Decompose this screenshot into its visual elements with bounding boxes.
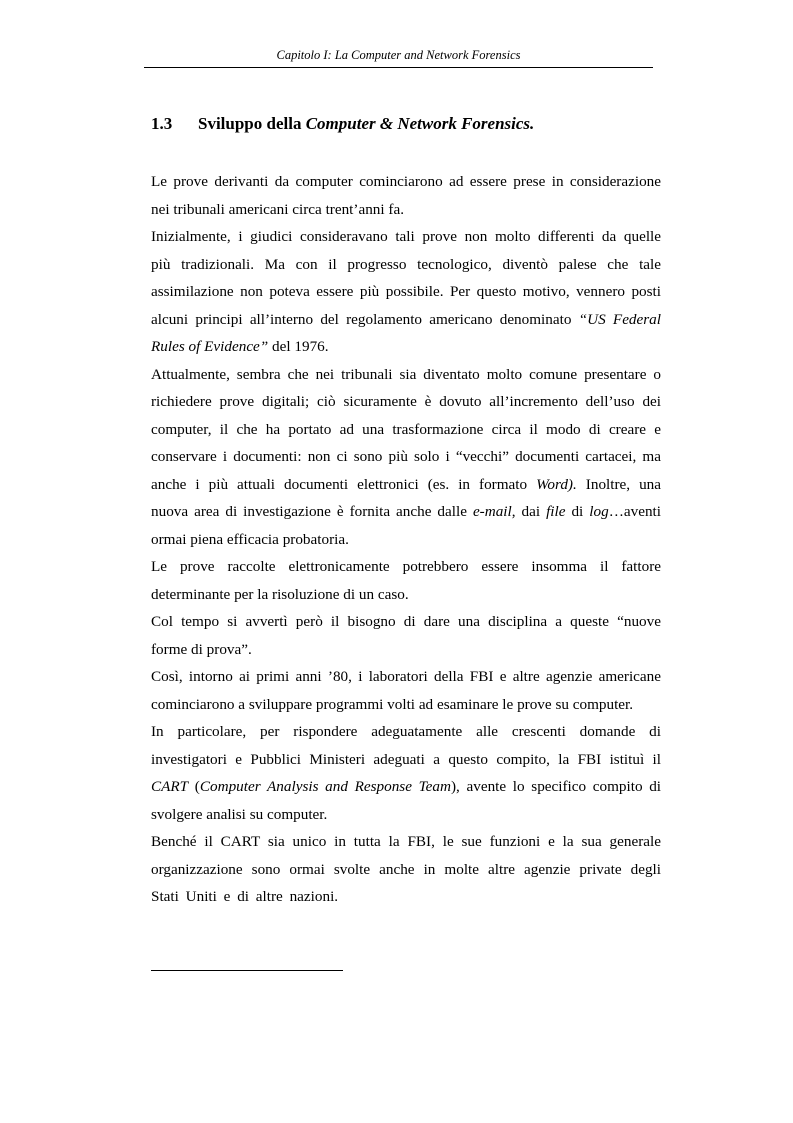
paragraph-1 xyxy=(151,168,661,223)
text-line: ormai piena efficacia probatoria. xyxy=(151,530,349,548)
section-heading xyxy=(151,114,534,134)
text-line: conservare i documenti: non ci sono più solo i “vecchi” documenti cartacei, ma xyxy=(151,448,661,465)
text-line: più tradizionali. Ma con il progresso tecnologico, diventò palese che tale xyxy=(151,255,661,273)
section-number: 1.3 xyxy=(151,114,173,133)
text-line: assimilazione non poteva essere più possibile. Per questo motivo, vennero posti xyxy=(151,283,661,300)
text-line xyxy=(151,498,661,526)
header-rule xyxy=(144,67,653,68)
text-run-italic: e-mail xyxy=(472,503,512,520)
text-line: Stati Uniti e di altre nazioni. xyxy=(151,888,339,905)
text-line xyxy=(151,773,661,801)
text-line: Col tempo si avvertì però il bisogno di dare una disciplina a queste “nuove xyxy=(151,613,661,630)
text-line: Benché il CART sia unico in tutta la FBI, le sue funzioni e la sua generale xyxy=(151,833,661,850)
text-line: cominciarono a sviluppare programmi volti ad esaminare le prove su computer. xyxy=(151,695,634,713)
text-line xyxy=(151,333,661,361)
text-run-italic: CART xyxy=(151,778,189,795)
text-line xyxy=(151,471,661,499)
paragraph-7 xyxy=(151,718,661,828)
text-line: svolgere analisi su computer. xyxy=(151,805,328,823)
paragraph-6 xyxy=(151,663,661,718)
text-run-italic: file xyxy=(546,503,566,520)
paragraph-3 xyxy=(151,361,661,554)
text-line: Inizialmente, i giudici consideravano tali prove non molto differenti da quelle xyxy=(151,228,661,245)
text-run: ), avente lo specifico compito di xyxy=(450,778,662,795)
paragraph-4 xyxy=(151,553,661,608)
text-run: del 1976. xyxy=(268,338,329,355)
text-run-italic: Computer Analysis and Response Team xyxy=(199,778,451,795)
text-run: alcuni principi all’interno del regolamento americano denominato xyxy=(151,310,579,328)
text-line: richiedere prove digitali; ciò sicuramente è dovuto all’incremento dell’uso dei xyxy=(151,393,661,410)
text-run: …aventi xyxy=(608,503,661,520)
text-line: Così, intorno ai primi anni ’80, i laboratori della FBI e altre agenzie americane xyxy=(151,668,661,685)
text-run-italic: “US Federal xyxy=(578,310,661,328)
text-run-italic: Rules of Evidence” xyxy=(151,338,269,355)
text-run: nuova area di investigazione è fornita anche dalle xyxy=(151,503,473,520)
text-line: computer, il che ha portato ad una trasformazione circa il modo di creare e xyxy=(151,420,661,438)
running-header: Capitolo I: La Computer and Network Forensics xyxy=(276,48,521,62)
text-line: organizzazione sono ormai svolte anche in molte altre agenzie private degli xyxy=(151,860,661,878)
text-line: In particolare, per rispondere adeguatamente alle crescenti domande di xyxy=(151,723,661,740)
text-run: ( xyxy=(188,778,200,795)
text-run-italic: log xyxy=(589,503,609,520)
text-line xyxy=(151,306,661,334)
text-line: Attualmente, sembra che nei tribunali sia diventato molto comune presentare o xyxy=(151,365,661,383)
text-line: investigatori e Pubblici Ministeri adeguati a questo compito, la FBI istituì il xyxy=(151,750,661,768)
text-run-italic: Word). xyxy=(536,475,577,493)
paragraph-2 xyxy=(151,223,661,361)
paragraph-8 xyxy=(151,828,661,911)
section-title-italic: Computer & Network Forensics. xyxy=(305,114,535,133)
text-run: anche i più attuali documenti elettronici (es. in formato xyxy=(151,475,537,493)
text-line: Le prove raccolte elettronicamente potrebbero essere insomma il fattore xyxy=(151,558,661,575)
text-run: , dai xyxy=(511,503,547,520)
text-line: nei tribunali americani circa trent’anni fa. xyxy=(151,200,404,218)
paragraph-5 xyxy=(151,608,661,663)
text-line: determinante per la risoluzione di un caso. xyxy=(151,585,409,603)
section-title-plain: Sviluppo della xyxy=(198,114,306,133)
text-line: forme di prova”. xyxy=(151,640,252,658)
footnote-rule xyxy=(151,970,343,971)
body-text xyxy=(151,168,661,911)
text-run: di xyxy=(565,503,590,520)
text-run: Inoltre, una xyxy=(576,475,662,493)
text-line: Le prove derivanti da computer cominciarono ad essere prese in considerazione xyxy=(151,173,661,190)
